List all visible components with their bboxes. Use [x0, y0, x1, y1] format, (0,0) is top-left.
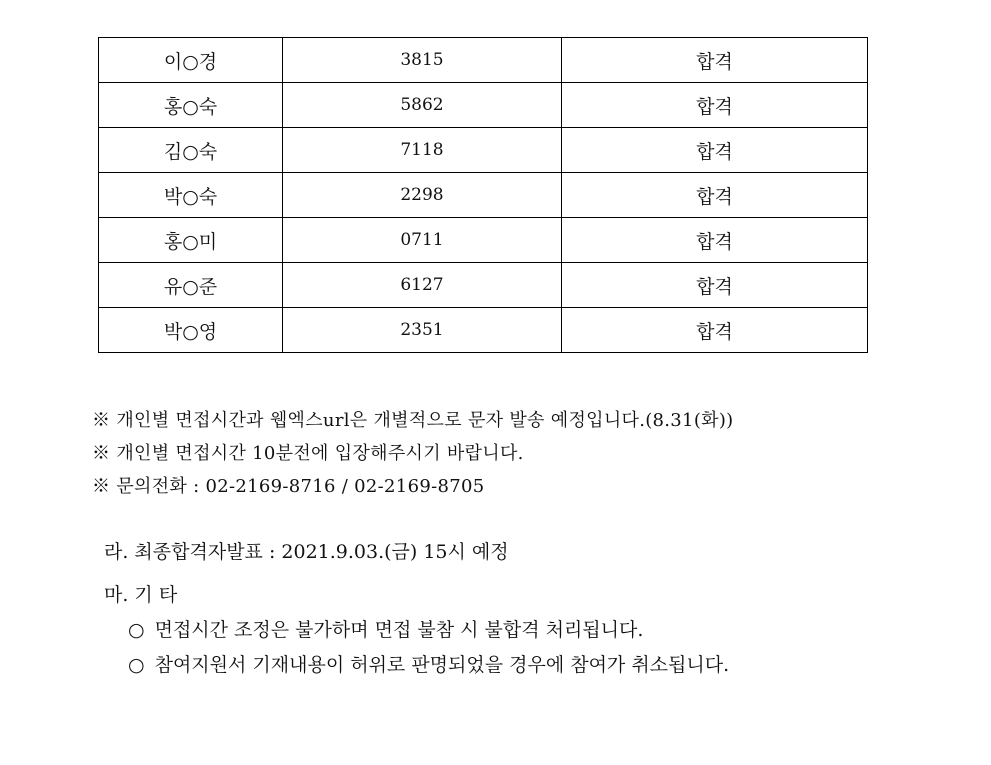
- results-table: [98, 37, 868, 353]
- other-item: [128, 615, 643, 642]
- applicant-number: 3815: [283, 38, 562, 83]
- result-status: 합격: [562, 263, 868, 308]
- applicant-number: 0711: [283, 218, 562, 263]
- other-item: [128, 650, 729, 677]
- other-item-text: 참여지원서 기재내용이 허위로 판명되었을 경우에 참여가 취소됩니다.: [154, 654, 730, 676]
- applicant-name: 홍○숙: [99, 83, 283, 128]
- applicant-number: 2351: [283, 308, 562, 353]
- note-contact-phone: ※ 문의전화 : 02-2169-8716 / 02-2169-8705: [92, 476, 485, 497]
- table-row: [99, 38, 868, 83]
- applicant-number: 5862: [283, 83, 562, 128]
- applicant-name: 홍○미: [99, 218, 283, 263]
- result-status: 합격: [562, 83, 868, 128]
- applicant-name: 박○영: [99, 308, 283, 353]
- applicant-name: 김○숙: [99, 128, 283, 173]
- section-other-title: 마. 기 타: [104, 584, 178, 606]
- result-status: 합격: [562, 38, 868, 83]
- applicant-number: 7118: [283, 128, 562, 173]
- applicant-number: 6127: [283, 263, 562, 308]
- table-row: [99, 83, 868, 128]
- other-item-text: 면접시간 조정은 불가하며 면접 불참 시 불합격 처리됩니다.: [154, 619, 644, 641]
- note-entry-time: ※ 개인별 면접시간 10분전에 입장해주시기 바랍니다.: [92, 443, 524, 464]
- table-row: [99, 173, 868, 218]
- result-status: 합격: [562, 308, 868, 353]
- applicant-name: 이○경: [99, 38, 283, 83]
- circle-bullet-icon: ○: [128, 654, 145, 676]
- section-final-announcement: 라. 최종합격자발표 : 2021.9.03.(금) 15시 예정: [104, 541, 509, 563]
- result-status: 합격: [562, 218, 868, 263]
- applicant-name: 유○준: [99, 263, 283, 308]
- table-row: [99, 218, 868, 263]
- table-row: [99, 263, 868, 308]
- table-row: [99, 128, 868, 173]
- result-status: 합격: [562, 173, 868, 218]
- note-interview-schedule: ※ 개인별 면접시간과 웹엑스url은 개별적으로 문자 발송 예정입니다.(8.31(화)): [92, 410, 734, 431]
- applicant-number: 2298: [283, 173, 562, 218]
- result-status: 합격: [562, 128, 868, 173]
- applicant-name: 박○숙: [99, 173, 283, 218]
- circle-bullet-icon: ○: [128, 619, 145, 641]
- table-row: [99, 308, 868, 353]
